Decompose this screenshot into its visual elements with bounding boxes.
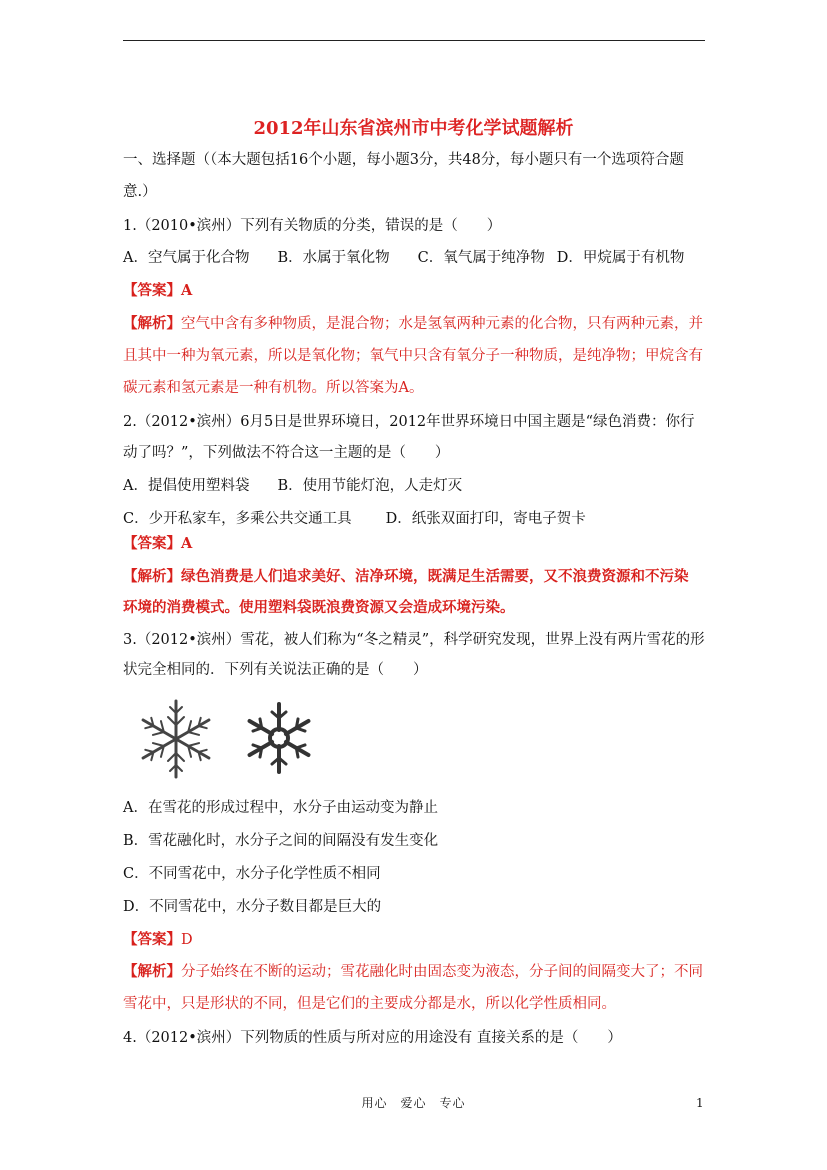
q1-analysis-line-1: [123, 314, 703, 334]
q3-stem-line-2: 状完全相同的．下列有关说法正确的是（ ）: [123, 662, 428, 678]
q2-analysis-line-2: 环境的消费模式。使用塑料袋既浪费资源又会造成环境污染。: [123, 599, 515, 616]
page-number: 1: [696, 1096, 704, 1110]
header-rule: [123, 40, 705, 41]
q3-answer-label: 【答案】: [123, 931, 181, 948]
q2-analysis-text: 绿色消费是人们追求美好、洁净环境，既满足生活需要，又不浪费资源和不污染: [181, 568, 689, 585]
q2-answer: [123, 534, 192, 554]
q3-answer-value: D: [181, 932, 193, 948]
q1-option-a: A．空气属于化合物: [123, 250, 250, 266]
q2-stem-line-2: 动了吗？”，下列做法不符合这一主题的是（ ）: [123, 445, 450, 461]
q1-analysis-text: 空气中含有多种物质，是混合物；水是氢氧两种元素的化合物，只有两种元素，并: [181, 316, 703, 332]
q1-answer-label: 【答案】: [123, 282, 181, 299]
q3-analysis-line-2: 雪花中，只是形状的不同，但是它们的主要成分都是水，所以化学性质相同。: [123, 996, 616, 1012]
q2-option-b: B．使用节能灯泡，人走灯灭: [277, 478, 463, 494]
q2-analysis-label: 【解析】: [123, 568, 181, 585]
q2-answer-value: A: [181, 535, 193, 552]
section-heading-line-1: 一、选择题（（本大题包括16个小题，每小题3分，共48分，每小题只有一个选项符合题: [123, 152, 684, 168]
page-footer: 用心 爱心 专心: [361, 1096, 466, 1110]
q3-option-d: D．不同雪花中，水分子数目都是巨大的: [123, 899, 382, 915]
snowflake-image-2: [236, 698, 322, 778]
q1-option-d: D．甲烷属于有机物: [556, 250, 685, 266]
q1-option-c: C．氧气属于纯净物: [417, 250, 545, 266]
q2-answer-label: 【答案】: [123, 535, 181, 552]
q1-analysis-line-2: 且其中一种为氧元素，所以是氧化物；氧气中只含有氧分子一种物质，是纯净物；甲烷含有: [123, 348, 703, 364]
q3-analysis-line-1: [123, 962, 703, 982]
q2-options-row-2: [123, 509, 614, 529]
q2-analysis-line-1: [123, 567, 689, 587]
q3-analysis-text: 分子始终在不断的运动；雪花融化时由固态变为液态，分子间的间隔变大了；不同: [181, 964, 703, 980]
q1-options: [123, 248, 712, 268]
q1-stem: 1.（2010•滨州）下列有关物质的分类，错误的是（ ）: [123, 218, 502, 234]
q2-option-a: A．提倡使用塑料袋: [123, 478, 250, 494]
q3-stem-line-1: 3.（2012•滨州）雪花，被人们称为“冬之精灵”，科学研究发现，世界上没有两片雪花的形: [123, 632, 705, 648]
document-title: 2012年山东省滨州市中考化学试题解析: [253, 118, 574, 139]
q1-option-b: B．水属于氧化物: [277, 250, 390, 266]
q3-option-b: B．雪花融化时，水分子之间的间隔没有发生变化: [123, 833, 439, 849]
q3-option-a: A．在雪花的形成过程中，水分子由运动变为静止: [123, 800, 438, 816]
q2-options-row-1: [123, 476, 490, 496]
q1-answer: [123, 281, 192, 301]
q1-analysis-label: 【解析】: [123, 315, 181, 332]
q2-option-c: C．少开私家车，多乘公共交通工具: [123, 511, 352, 527]
q3-analysis-label: 【解析】: [123, 963, 181, 980]
q1-answer-value: A: [181, 282, 193, 299]
snowflake-image-1: [128, 698, 224, 780]
q3-answer: [123, 930, 193, 950]
q1-analysis-line-3: 碳元素和氢元素是一种有机物。所以答案为A。: [123, 380, 424, 396]
q2-option-d: D．纸张双面打印，寄电子贺卡: [385, 511, 586, 527]
section-heading-line-2: 意.）: [123, 184, 157, 200]
q2-stem-line-1: 2.（2012•滨州）6月5日是世界环境日，2012年世界环境日中国主题是“绿色消费：你行: [123, 414, 695, 430]
q4-stem: 4.（2012•滨州）下列物质的性质与所对应的用途没有 直接关系的是（ ）: [123, 1030, 622, 1046]
q3-option-c: C．不同雪花中，水分子化学性质不相同: [123, 866, 381, 882]
